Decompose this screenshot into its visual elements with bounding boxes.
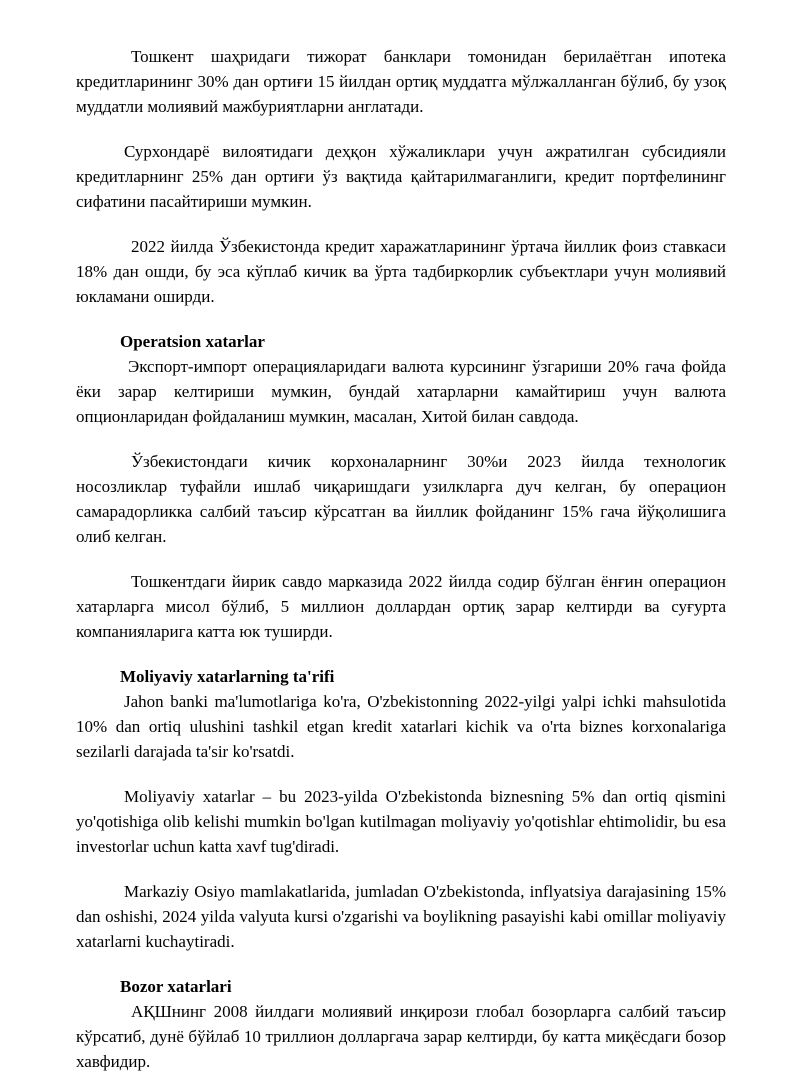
paragraph-2008-crisis: АҚШнинг 2008 йилдаги молиявий инқирози глобал бозорларга салбий таъсир кўрсатиб, дунё бўйлаб 10 триллион долларгача зарар келтирди, бу катта миқёсдаги бозор хавфидир. [76, 1002, 726, 1071]
paragraph-fire-example: Тошкентдаги йирик савдо марказида 2022 йилда содир бўлган ёнғин операцион хатарларга мисол бўлиб, 5 миллион доллардан ортиқ зарар келтирди ва суғурта компанияларига катта юк туширди. [76, 572, 726, 641]
paragraph-technical-failures: Ўзбекистондаги кичик корхоналарнинг 30%и 2023 йилда технологик носозликлар туфайли ишлаб чиқаришдаги узилкларга дуч келган, бу операцион самарадорликка салбий таъсир кўрсатган ва йиллик фойданинг 15% гача йўқолишига олиб келган. [76, 452, 726, 546]
paragraph-subsidized-credits: Сурхондарё вилоятидаги деҳқон хўжаликлари учун ажратилган субсидияли кредитларнинг 25% дан ортиғи ўз вақтида қайтарилмаганлиги, кредит портфелининг сифатини пасайтириши мумкин. [76, 142, 726, 211]
paragraph-mortgage-loans: Тошкент шаҳридаги тижорат банклари томонидан берилаётган ипотека кредитларининг 30% дан ортиғи 15 йилдан ортиқ муддатга мўлжалланган бўлиб, бу узоқ муддатли молиявий мажбуриятларни англатади. [76, 47, 726, 116]
heading-operational-risks: Operatsion xatarlar [120, 332, 265, 351]
heading-financial-risks: Moliyaviy xatarlarning ta'rifi [120, 667, 335, 686]
paragraph-world-bank: Jahon banki ma'lumotlariga ko'ra, O'zbekistonning 2022-yilgi yalpi ichki mahsulotida 10% dan ortiq ulushini tashkil etgan kredit xatarlari kichik va o'rta biznes korxonalariga sezilarli darajada ta'sir ko'rsatdi. [76, 692, 726, 761]
paragraph-inflation: Markaziy Osiyo mamlakatlarida, jumladan O'zbekistonda, inflyatsiya darajasining 15% dan oshishi, 2024 yilda valyuta kursi o'zgarishi va boylikning pasayishi kabi omillar moliyaviy xatarlarni kuchaytiradi. [76, 882, 726, 951]
heading-market-risks: Bozor xatarlari [120, 977, 232, 996]
paragraph-currency-risk: Экспорт-импорт операцияларидаги валюта курсининг ўзгариши 20% гача фойда ёки зарар келтириши мумкин, бундай хатарларни камайтириш учун валюта опционларидан фойдаланиш мумкин, масалан, Хитой билан савдода. [76, 357, 726, 426]
document-page [76, 44, 726, 1074]
paragraph-financial-risk-definition: Moliyaviy xatarlar – bu 2023-yilda O'zbekistonda biznesning 5% dan ortiq qismini yo'qotishiga olib kelishi mumkin bo'lgan kutilmagan moliyaviy yo'qotishlar ehtimolidir, bu esa investorlar uchun katta xavf tug'diradi. [76, 787, 726, 856]
paragraph-interest-rate: 2022 йилда Ўзбекистонда кредит харажатларининг ўртача йиллик фоиз ставкаси 18% дан ошди, бу эса кўплаб кичик ва ўрта тадбиркорлик субъектлари учун молиявий юкламани оширди. [76, 237, 726, 306]
